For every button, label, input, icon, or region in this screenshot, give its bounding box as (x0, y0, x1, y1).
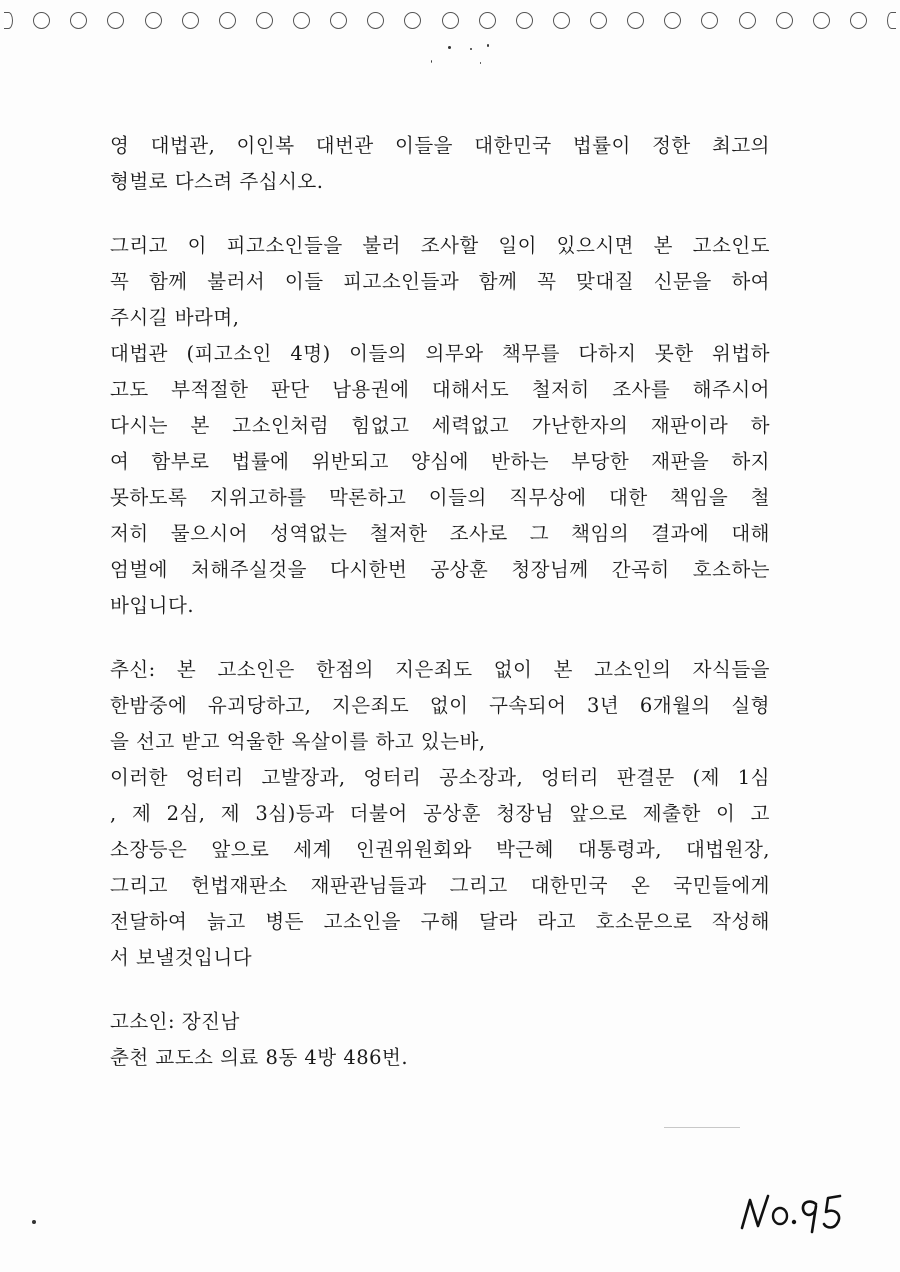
scan-speck (470, 48, 472, 50)
paragraph-gap (110, 976, 770, 1004)
text-line: 주시길 바라며, (110, 306, 240, 329)
binder-hole-icon (627, 12, 644, 29)
text-line: 저히 물으시어 성역없는 철저한 조사로 그 책임의 결과에 대해 (110, 522, 770, 545)
text-line: 고도 부적절한 판단 남용권에 대해서도 철저히 조사를 해주시어 (110, 378, 770, 401)
text-line: 꼭 함께 불러서 이들 피고소인들과 함께 꼭 맞대질 신문을 하여 (110, 270, 770, 293)
paragraph-gap (110, 624, 770, 652)
text-line: 대법관 (피고소인 4명) 이들의 의무와 책무를 다하지 못한 위법하 (110, 342, 770, 365)
scan-speck (32, 1220, 36, 1224)
complainant-signature (110, 1004, 770, 1076)
binder-hole-icon (70, 12, 87, 29)
complainant-address: 춘천 교도소 의료 8동 4방 486번. (110, 1046, 409, 1069)
binder-holes (4, 8, 896, 32)
paragraph-gap (110, 200, 770, 228)
text-line: 한밤중에 유괴당하고, 지은죄도 없이 구속되어 3년 6개월의 실형 (110, 694, 770, 717)
binder-hole-icon (107, 12, 124, 29)
binder-hole-icon (442, 12, 459, 29)
binder-hole-icon (404, 12, 421, 29)
text-line: 이러한 엉터리 고발장과, 엉터리 공소장과, 엉터리 판결문 (제 1심 (110, 766, 770, 789)
faint-scan-line (664, 1127, 740, 1128)
text-line: 여 함부로 법률에 위반되고 양심에 반하는 부당한 재판을 하지 (110, 450, 770, 473)
binder-hole-icon (479, 12, 496, 29)
binder-hole-icon (4, 12, 13, 29)
text-line: 엄벌에 처해주실것을 다시한번 공상훈 청장님께 간곡히 호소하는 (110, 558, 770, 581)
text-line: 추신: 본 고소인은 한점의 지은죄도 없이 본 고소인의 자식들을 (110, 658, 770, 681)
binder-hole-icon (590, 12, 607, 29)
text-line: 못하도록 지위고하를 막론하고 이들의 직무상에 대한 책임을 철 (110, 486, 770, 509)
text-line: 영 대법관, 이인복 대번관 이들을 대한민국 법률이 정한 최고의 (110, 134, 770, 157)
binder-hole-icon (516, 12, 533, 29)
binder-hole-icon (813, 12, 830, 29)
binder-hole-icon (256, 12, 273, 29)
binder-hole-icon (182, 12, 199, 29)
text-line: 그리고 헌법재판소 재판관님들과 그리고 대한민국 온 국민들에게 (110, 874, 770, 897)
paragraph-1 (110, 128, 770, 200)
scan-speck (487, 44, 489, 47)
scan-speck (448, 46, 451, 49)
complainant-name: 고소인: 장진남 (110, 1010, 240, 1033)
binder-hole-icon (850, 12, 867, 29)
text-line: 그리고 이 피고소인들을 불러 조사할 일이 있으시면 본 고소인도 (110, 234, 770, 257)
text-line: 형벌로 다스려 주십시오. (110, 170, 324, 193)
binder-hole-icon (664, 12, 681, 29)
binder-hole-icon (739, 12, 756, 29)
text-line: 서 보낼것입니다 (110, 946, 253, 969)
handwritten-page-number (728, 1182, 868, 1242)
binder-hole-icon (330, 12, 347, 29)
text-line: 다시는 본 고소인처럼 힘없고 세력없고 가난한자의 재판이라 하 (110, 414, 770, 437)
scan-speck (480, 62, 481, 64)
binder-hole-icon (887, 12, 896, 29)
binder-hole-icon (145, 12, 162, 29)
binder-hole-icon (701, 12, 718, 29)
letter-body (110, 128, 770, 1076)
paragraph-3-postscript (110, 652, 770, 976)
text-line: , 제 2심, 제 3심)등과 더불어 공상훈 청장님 앞으로 제출한 이 고 (110, 802, 770, 825)
scan-speck (431, 60, 432, 63)
binder-hole-icon (553, 12, 570, 29)
paragraph-2 (110, 228, 770, 624)
binder-hole-icon (33, 12, 50, 29)
text-line: 을 선고 받고 억울한 옥살이를 하고 있는바, (110, 730, 486, 753)
text-line: 바입니다. (110, 594, 195, 617)
binder-hole-icon (293, 12, 310, 29)
text-line: 전달하여 늙고 병든 고소인을 구해 달라 라고 호소문으로 작성해 (110, 910, 770, 933)
binder-hole-icon (367, 12, 384, 29)
text-line: 소장등은 앞으로 세계 인권위원회와 박근혜 대통령과, 대법원장, (110, 838, 770, 861)
binder-hole-icon (776, 12, 793, 29)
binder-hole-icon (219, 12, 236, 29)
